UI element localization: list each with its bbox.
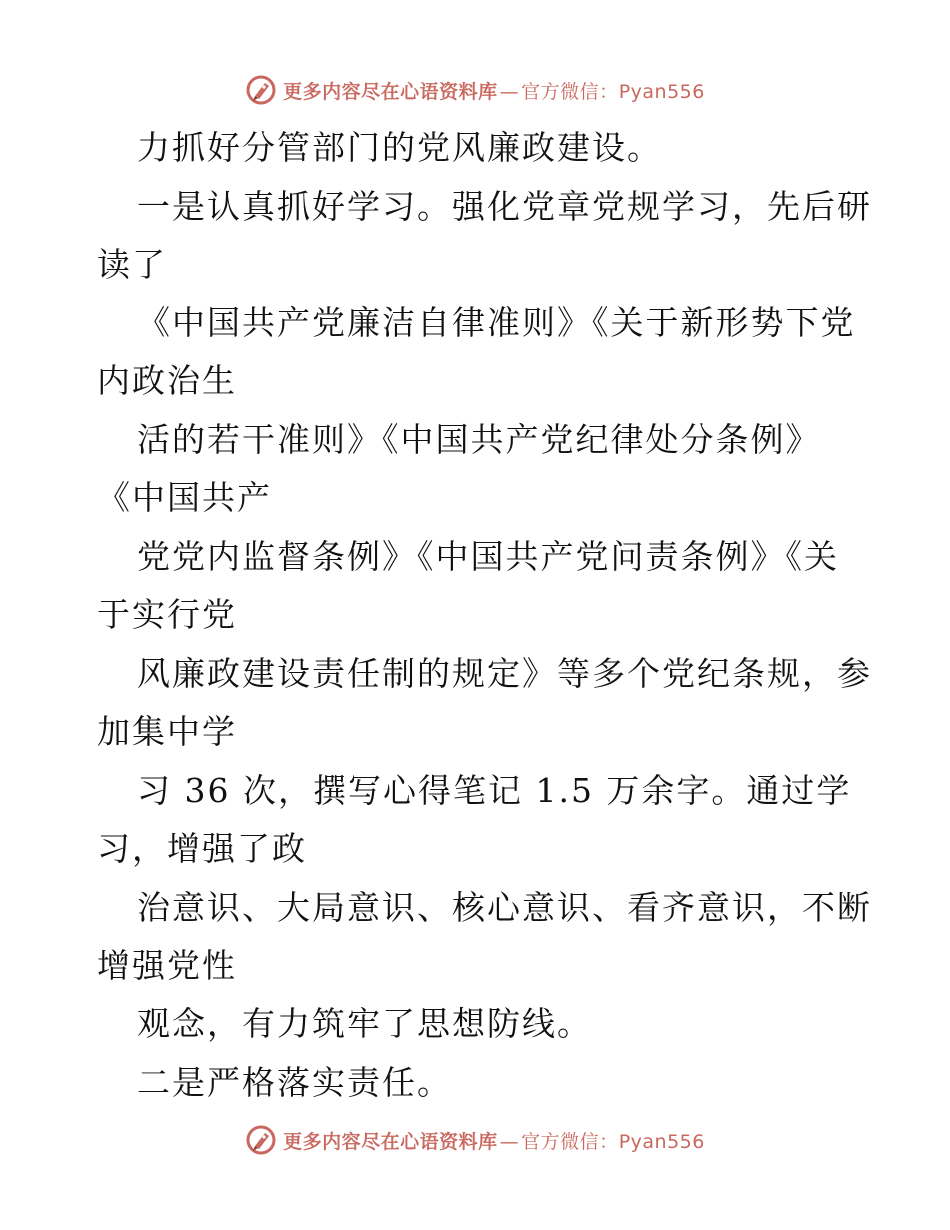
text-line: 治意识、大局意识、核心意识、看齐意识，不断 [137, 888, 872, 927]
brand-text: 更多内容尽在心语资料库 [283, 80, 498, 103]
text-line: 于实行党 [97, 595, 237, 634]
footer-watermark-banner [0, 1122, 950, 1158]
account-id: Pyan556 [618, 1130, 705, 1153]
brand-text: 更多内容尽在心语资料库 [283, 1130, 498, 1153]
text-line: 《中国共产 [97, 478, 272, 517]
text-line: 风廉政建设责任制的规定》等多个党纪条规，参 [137, 654, 872, 693]
text-line: 一是认真抓好学习。强化党章党规学习，先后研 [137, 187, 872, 226]
text-line: 读了 [97, 245, 167, 284]
text-line: 《中国共产党廉洁自律准则》《关于新形势下党 [137, 303, 856, 342]
text-line: 观念，有力筑牢了思想防线。 [137, 1004, 592, 1043]
text-line: 二是严格落实责任。 [137, 1063, 452, 1102]
watermark-text [283, 1127, 705, 1154]
dash-separator: — [499, 1130, 520, 1153]
text-line: 内政治生 [97, 361, 237, 400]
dash-separator: — [499, 80, 520, 103]
pen-nib-logo-icon [245, 1124, 277, 1156]
text-line: 习，增强了政 [97, 829, 307, 868]
text-line: 力抓好分管部门的党风廉政建设。 [137, 128, 662, 167]
text-line: 增强党性 [97, 946, 237, 985]
account-id: Pyan556 [618, 80, 705, 103]
account-label: 官方微信： [521, 80, 619, 103]
text-line: 活的若干准则》《中国共产党纪律处分条例》 [137, 420, 821, 459]
account-label: 官方微信： [521, 1130, 619, 1153]
watermark-text [283, 77, 705, 104]
text-line: 党党内监督条例》《中国共产党问责条例》《关 [137, 537, 839, 576]
text-line: 加集中学 [97, 712, 237, 751]
text-line: 习 36 次，撰写心得笔记 1.5 万余字。通过学 [137, 771, 852, 810]
pen-nib-logo-icon [245, 74, 277, 106]
header-watermark-banner [0, 72, 950, 108]
